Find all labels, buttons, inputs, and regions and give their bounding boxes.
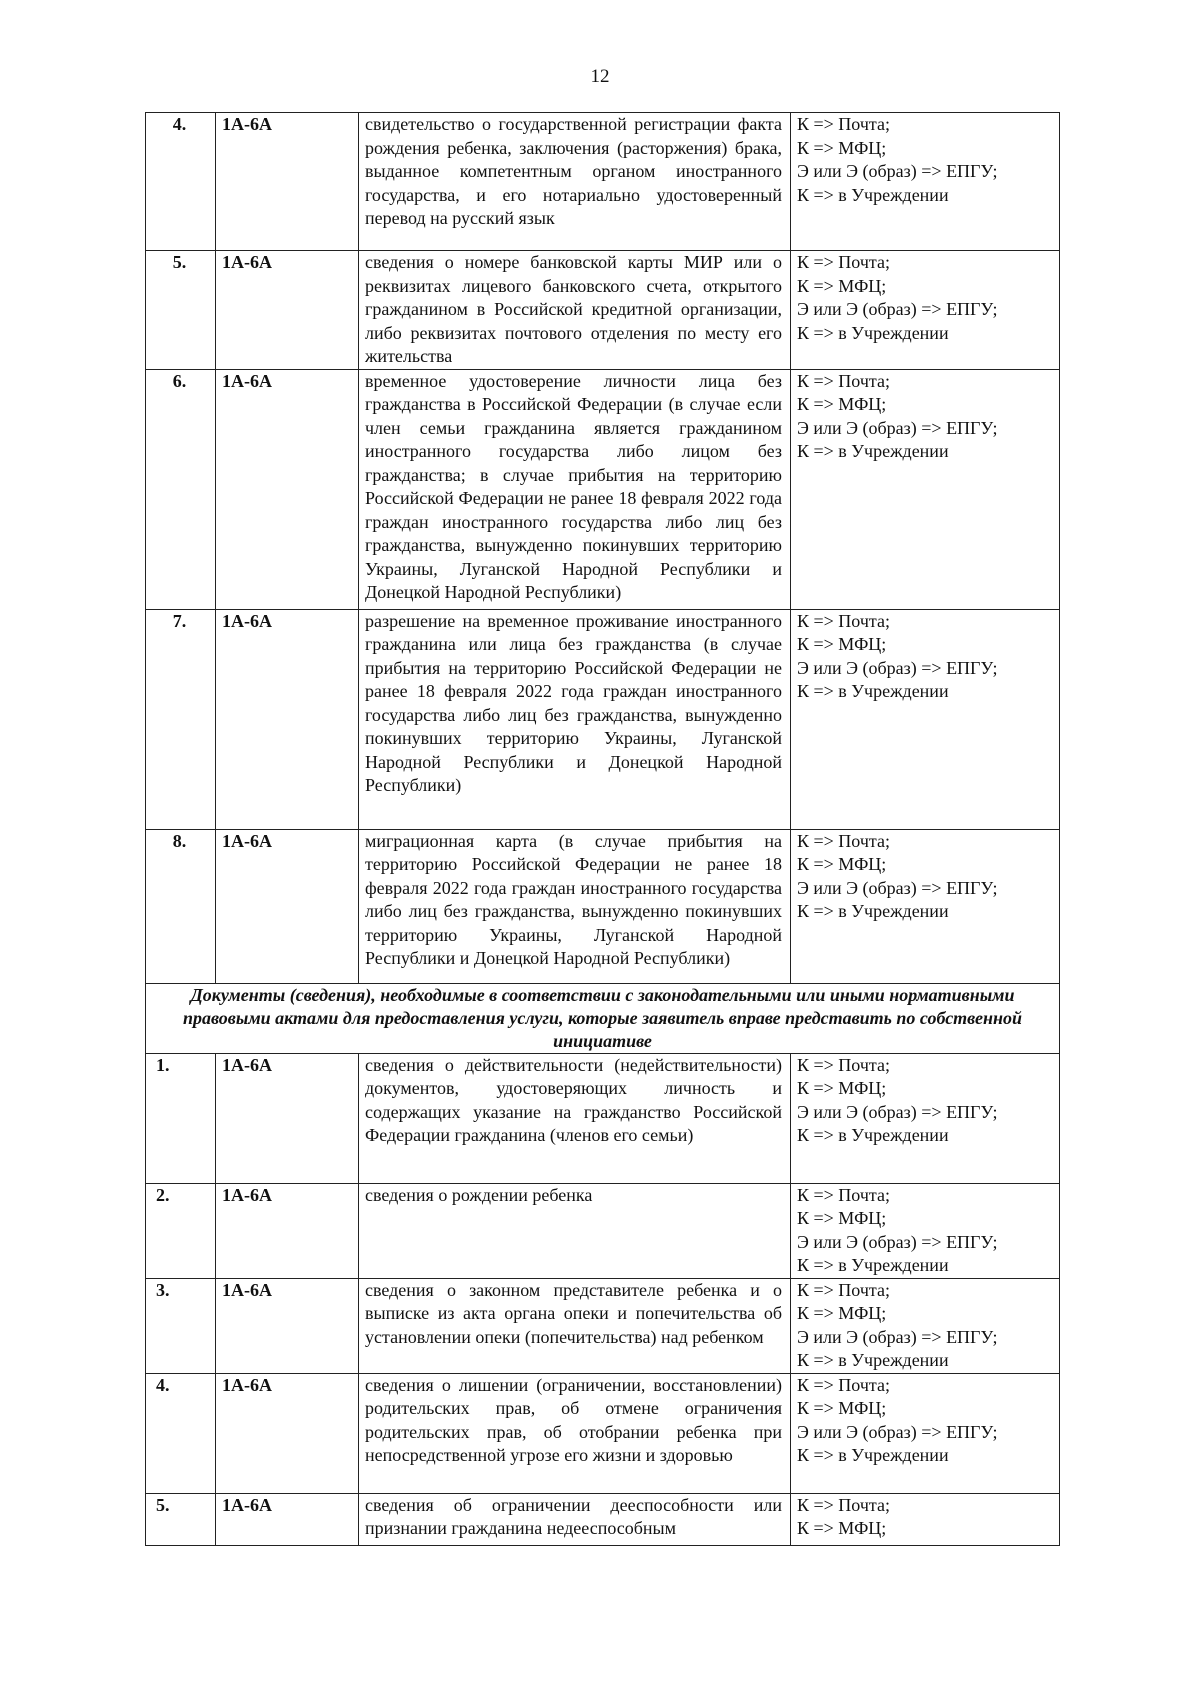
submission-way: К => в Учреждении	[797, 184, 949, 205]
table-row	[146, 251, 1060, 370]
table-row	[146, 1373, 1060, 1493]
submission-way: Э или Э (образ) => ЕПГУ;	[797, 657, 998, 678]
submission-way: К => МФЦ;	[797, 137, 887, 158]
row-submission-ways	[791, 1053, 1060, 1183]
submission-way: Э или Э (образ) => ЕПГУ;	[797, 417, 998, 438]
submission-way: К => в Учреждении	[797, 1350, 949, 1370]
table-row	[146, 1278, 1060, 1373]
row-description: сведения об ограничении дееспособности или признании гражданина недееспособным	[359, 1493, 791, 1545]
table-row	[146, 609, 1060, 829]
submission-way: К => Почта;	[797, 610, 890, 631]
row-submission-ways	[791, 369, 1060, 609]
row-description: временное удостоверение личности лица без гражданства в Российской Федерации (в случае если член семьи гражданина является гражданином иностранного государства либо лицом без гражданства; в случае прибытия на территорию Российской Федерации не ранее 18 февраля 2022 года граждан иностранного государства либо лиц без гражданства, вынужденно покинувших территорию Украины, Луганской Народной Республики и Донецкой Народной Республики)	[359, 369, 791, 609]
table-row	[146, 1053, 1060, 1183]
row-code: 1А-6А	[216, 369, 359, 609]
submission-way: Э или Э (образ) => ЕПГУ;	[797, 1326, 998, 1347]
row-code: 1А-6А	[216, 609, 359, 829]
row-submission-ways	[791, 1278, 1060, 1373]
row-description: разрешение на временное проживание иностранного гражданина или лица без гражданства (в случае прибытия на территорию Российской Федерации не ранее 18 февраля 2022 года граждан иностранного государства либо лиц без гражданства, вынужденно покинувших территорию Украины, Луганской Народной Республики и Донецкой Народной Республики)	[359, 609, 791, 829]
row-code: 1А-6А	[216, 1053, 359, 1183]
submission-way: К => МФЦ;	[797, 1398, 887, 1418]
row-code: 1А-6А	[216, 1373, 359, 1493]
table-row	[146, 113, 1060, 251]
submission-way: К => МФЦ;	[797, 1303, 887, 1323]
table-row	[146, 1183, 1060, 1278]
row-description: сведения о законном представителе ребенка и о выписке из акта органа опеки и попечительства об установлении опеки (попечительства) над ребенком	[359, 1278, 791, 1373]
submission-way: К => МФЦ;	[797, 1078, 887, 1098]
submission-way: К => МФЦ;	[797, 1208, 887, 1228]
row-number: 3.	[146, 1278, 216, 1373]
submission-way: К => МФЦ;	[797, 394, 887, 414]
submission-way: К => в Учреждении	[797, 322, 949, 343]
row-submission-ways	[791, 609, 1060, 829]
submission-way: К => МФЦ;	[797, 634, 887, 654]
row-description: сведения о лишении (ограничении, восстановлении) родительских прав, об отмене ограничения родительских прав, об отобрании ребенка при непосредственной угрозе его жизни и здоровью	[359, 1373, 791, 1493]
row-code: 1А-6А	[216, 1278, 359, 1373]
row-submission-ways	[791, 1373, 1060, 1493]
row-number: 4.	[146, 113, 216, 251]
submission-way: К => МФЦ;	[797, 1518, 887, 1538]
submission-way: К => в Учреждении	[797, 901, 949, 921]
table-row	[146, 1493, 1060, 1545]
submission-way: Э или Э (образ) => ЕПГУ;	[797, 299, 998, 319]
submission-way: К => в Учреждении	[797, 1255, 949, 1275]
row-submission-ways	[791, 829, 1060, 983]
row-number: 5.	[146, 251, 216, 370]
section-heading-row	[146, 983, 1060, 1053]
submission-way: Э или Э (образ) => ЕПГУ;	[797, 1101, 998, 1122]
row-description: миграционная карта (в случае прибытия на территорию Российской Федерации не ранее 18 февраля 2022 года граждан иностранного государства либо лиц без гражданства, вынужденно покинувших территорию Украины, Луганской Народной Республики и Донецкой Народной Республики)	[359, 829, 791, 983]
row-number: 7.	[146, 609, 216, 829]
documents-table	[145, 112, 1060, 1546]
submission-way: К => Почта;	[797, 252, 890, 272]
submission-way: Э или Э (образ) => ЕПГУ;	[797, 1421, 998, 1442]
row-description: сведения о действительности (недействительности) документов, удостоверяющих личность и содержащих указание на гражданство Российской Федерации гражданина (членов его семьи)	[359, 1053, 791, 1183]
row-description: сведения о рождении ребенка	[359, 1183, 791, 1278]
submission-way: К => Почта;	[797, 830, 890, 851]
submission-way: К => МФЦ;	[797, 854, 887, 874]
submission-way: К => Почта;	[797, 1054, 890, 1075]
submission-way: К => в Учреждении	[797, 441, 949, 461]
row-code: 1А-6А	[216, 113, 359, 251]
table-body-part2	[146, 1053, 1060, 1545]
row-code: 1А-6А	[216, 829, 359, 983]
submission-way: К => Почта;	[797, 1184, 890, 1205]
submission-way: К => в Учреждении	[797, 681, 949, 701]
row-number: 6.	[146, 369, 216, 609]
submission-way: К => Почта;	[797, 1494, 890, 1515]
row-number: 8.	[146, 829, 216, 983]
submission-way: К => в Учреждении	[797, 1445, 949, 1465]
row-description: сведения о номере банковской карты МИР или о реквизитах лицевого банковского счета, открытого гражданином в Российской кредитной организации, либо реквизитах почтового отделения по месту его жительства	[359, 251, 791, 370]
row-description: свидетельство о государственной регистрации факта рождения ребенка, заключения (расторжения) брака, выданное компетентным органом иностранного государства, и его нотариально удостоверенный перевод на русский язык	[359, 113, 791, 251]
submission-way: К => МФЦ;	[797, 275, 887, 296]
submission-way: К => Почта;	[797, 370, 890, 391]
submission-way: Э или Э (образ) => ЕПГУ;	[797, 877, 998, 898]
table-row	[146, 829, 1060, 983]
row-submission-ways	[791, 1493, 1060, 1545]
submission-way: К => Почта;	[797, 114, 890, 134]
row-submission-ways	[791, 1183, 1060, 1278]
page-number: 12	[590, 66, 610, 87]
table-row	[146, 369, 1060, 609]
row-number: 4.	[146, 1373, 216, 1493]
row-code: 1А-6А	[216, 1183, 359, 1278]
row-submission-ways	[791, 251, 1060, 370]
submission-way: К => Почта;	[797, 1374, 890, 1395]
submission-way: Э или Э (образ) => ЕПГУ;	[797, 161, 998, 181]
submission-way: Э или Э (образ) => ЕПГУ;	[797, 1231, 998, 1252]
row-submission-ways	[791, 113, 1060, 251]
row-number: 2.	[146, 1183, 216, 1278]
row-code: 1А-6А	[216, 251, 359, 370]
row-code: 1А-6А	[216, 1493, 359, 1545]
submission-way: К => в Учреждении	[797, 1125, 949, 1145]
submission-way: К => Почта;	[797, 1279, 890, 1300]
row-number: 5.	[146, 1493, 216, 1545]
section-heading: Документы (сведения), необходимые в соответствии с законодательными или иными нормативными правовыми актами для предоставления услуги, которые заявитель вправе представить по собственной инициативе	[146, 983, 1060, 1053]
row-number: 1.	[146, 1053, 216, 1183]
table-body-part1	[146, 113, 1060, 984]
section-body	[146, 983, 1060, 1053]
